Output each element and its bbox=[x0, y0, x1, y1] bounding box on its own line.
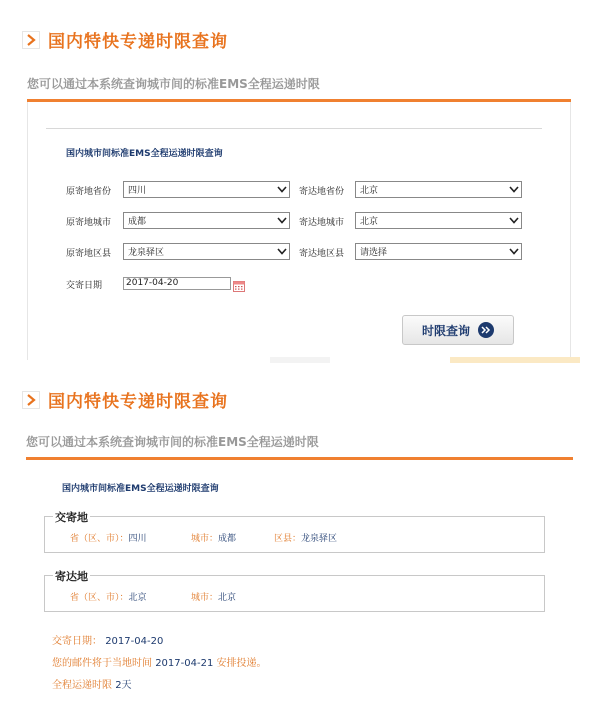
date-label: 交寄日期 bbox=[66, 281, 103, 291]
result-date-value: 2017-04-20 bbox=[105, 636, 164, 647]
double-chevron-right-icon bbox=[478, 322, 494, 338]
dest-district-value: 请选择 bbox=[360, 248, 388, 258]
origin-province-label: 省（区、市）： bbox=[70, 534, 129, 544]
origin-district-label: 原寄地区县 bbox=[66, 249, 112, 259]
origin-district bbox=[274, 531, 337, 544]
result-delivery-suffix: 安排投递。 bbox=[216, 658, 267, 669]
result-total bbox=[52, 676, 132, 691]
dest-city-value: 北京 bbox=[360, 217, 379, 227]
origin-province-select[interactable] bbox=[123, 181, 290, 198]
dest-district-label: 寄达地区县 bbox=[299, 249, 345, 259]
dest-province-label: 省（区、市）： bbox=[70, 593, 129, 603]
dest-province-select[interactable] bbox=[355, 181, 522, 198]
edge-artifact bbox=[270, 357, 330, 363]
origin-district-value: 龙泉驿区 bbox=[301, 534, 338, 544]
page-subtitle: 您可以通过本系统查询城市间的标准EMS全程运递时限 bbox=[27, 77, 320, 91]
dest-province-value: 北京 bbox=[360, 186, 379, 196]
origin-city bbox=[191, 531, 236, 544]
section-title: 国内城市间标准EMS全程运递时限查询 bbox=[66, 149, 223, 159]
page-header bbox=[22, 387, 228, 412]
origin-province-value: 四川 bbox=[128, 534, 147, 544]
dest-city-value: 北京 bbox=[218, 593, 237, 603]
destination-legend: 寄达地 bbox=[55, 570, 88, 583]
origin-city-label: 原寄地城市 bbox=[66, 218, 112, 228]
origin-province bbox=[70, 531, 147, 544]
inner-separator bbox=[46, 128, 542, 129]
query-button-label: 时限查询 bbox=[421, 323, 470, 338]
dest-city-select[interactable] bbox=[355, 212, 522, 229]
chevron-down-icon bbox=[507, 244, 521, 259]
dest-city-label: 寄达地城市 bbox=[299, 218, 345, 228]
result-date bbox=[52, 632, 163, 647]
dest-city bbox=[191, 590, 236, 603]
page-header bbox=[22, 27, 228, 52]
result-total-label: 全程运递时限 bbox=[52, 680, 112, 691]
origin-district-select[interactable] bbox=[123, 243, 290, 260]
orange-divider bbox=[26, 457, 573, 460]
origin-district-label: 区县： bbox=[274, 534, 302, 544]
origin-province-label: 原寄地省份 bbox=[66, 187, 112, 197]
dest-district-select[interactable] bbox=[355, 243, 522, 260]
origin-district-value: 龙泉驿区 bbox=[128, 248, 165, 258]
chevron-down-icon bbox=[507, 182, 521, 197]
origin-legend: 交寄地 bbox=[55, 511, 88, 524]
origin-province-value: 四川 bbox=[128, 186, 147, 196]
origin-city-value: 成都 bbox=[128, 217, 147, 227]
query-result-screenshot bbox=[0, 368, 600, 713]
result-total-value: 2天 bbox=[115, 680, 132, 691]
origin-city-value: 成都 bbox=[218, 534, 237, 544]
query-button[interactable] bbox=[402, 315, 514, 345]
chevron-down-icon bbox=[507, 213, 521, 228]
calendar-icon[interactable] bbox=[233, 277, 245, 288]
origin-city-select[interactable] bbox=[123, 212, 290, 229]
page-title: 国内特快专递时限查询 bbox=[48, 32, 228, 52]
result-date-label: 交寄日期： bbox=[52, 636, 102, 647]
chevron-down-icon bbox=[275, 213, 289, 228]
edge-artifact bbox=[450, 357, 580, 363]
origin-city-label: 城市： bbox=[191, 534, 219, 544]
chevron-right-icon bbox=[22, 391, 40, 409]
dest-province-label: 寄达地省份 bbox=[299, 187, 345, 197]
section-title: 国内城市间标准EMS全程运递时限查询 bbox=[62, 484, 219, 494]
dest-city-label: 城市： bbox=[191, 593, 219, 603]
dest-province-value: 北京 bbox=[128, 593, 147, 603]
date-input[interactable]: 2017-04-20 bbox=[123, 277, 231, 290]
result-delivery bbox=[52, 654, 267, 669]
page-subtitle: 您可以通过本系统查询城市间的标准EMS全程运递时限 bbox=[26, 435, 319, 449]
dest-province bbox=[70, 590, 147, 603]
result-delivery-date: 2017-04-21 bbox=[155, 658, 214, 669]
page-title: 国内特快专递时限查询 bbox=[48, 392, 228, 412]
chevron-down-icon bbox=[275, 182, 289, 197]
result-delivery-prefix: 您的邮件将于当地时间 bbox=[52, 658, 152, 669]
chevron-down-icon bbox=[275, 244, 289, 259]
chevron-right-icon bbox=[22, 31, 40, 49]
